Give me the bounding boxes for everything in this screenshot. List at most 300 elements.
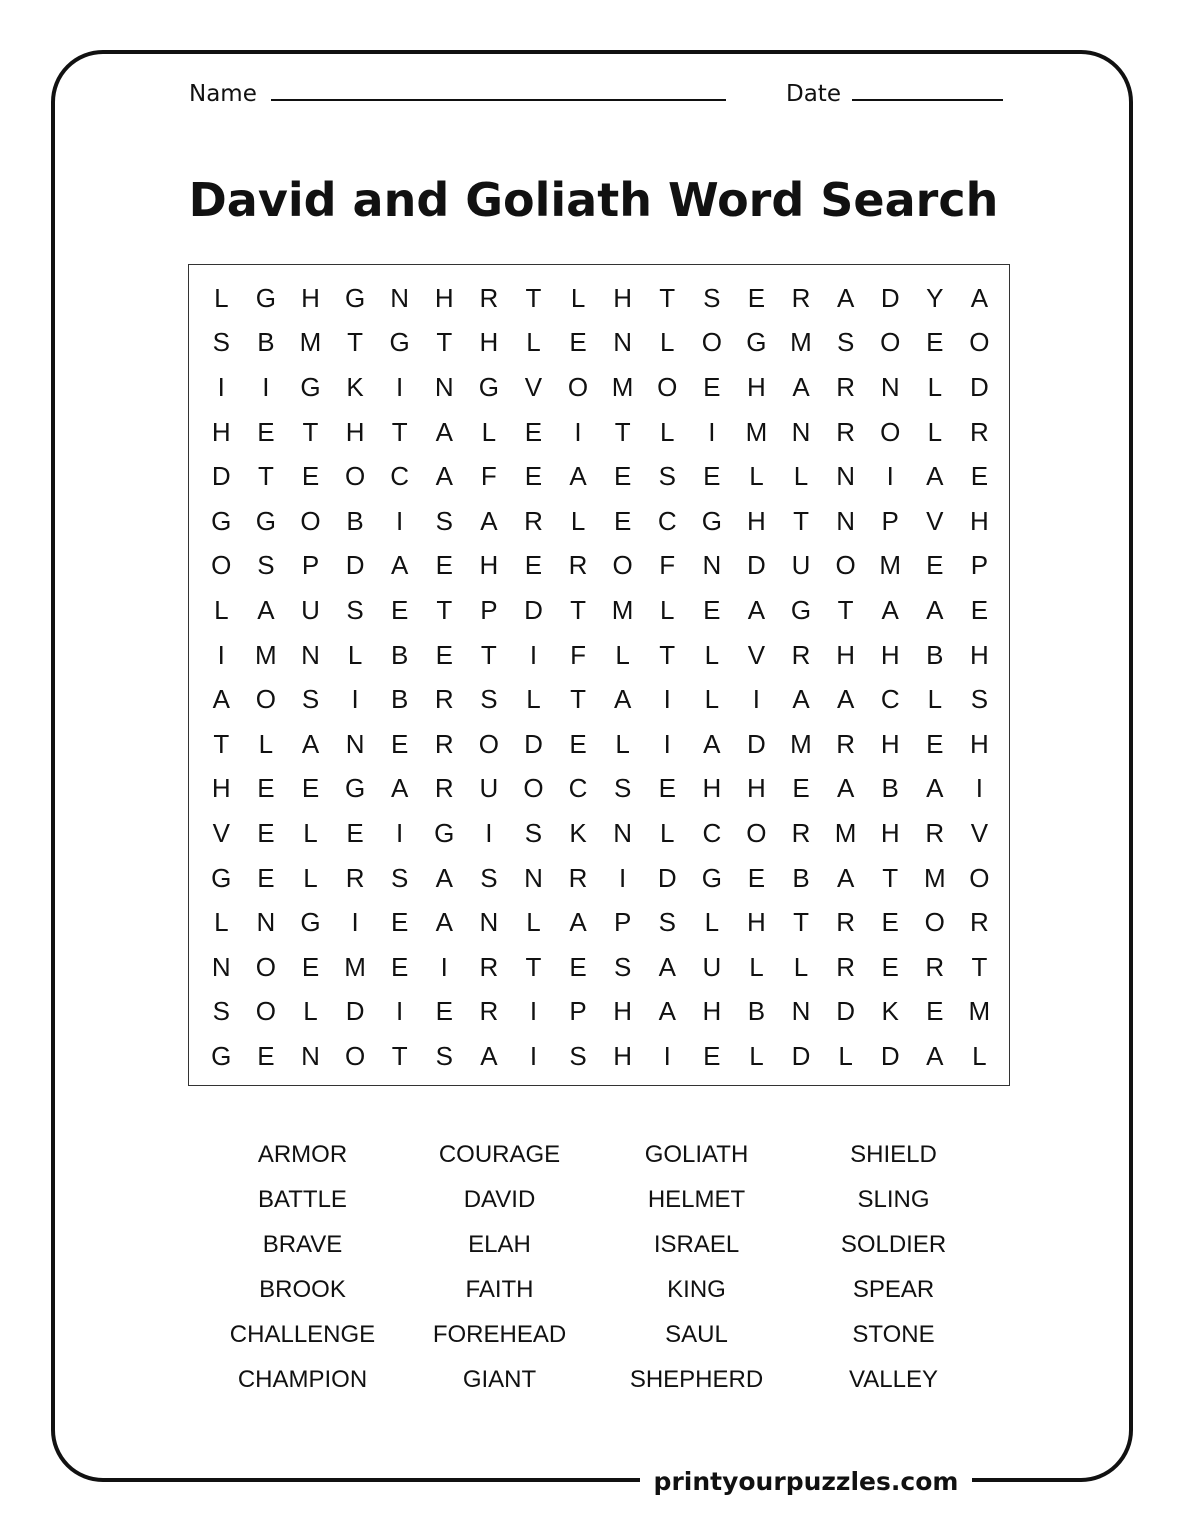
grid-letter[interactable]: K bbox=[881, 996, 899, 1027]
grid-letter[interactable]: N bbox=[345, 728, 365, 759]
grid-letter[interactable]: O bbox=[746, 817, 767, 848]
grid-letter[interactable]: L bbox=[303, 996, 318, 1027]
grid-letter[interactable]: H bbox=[747, 371, 766, 402]
grid-letter[interactable]: E bbox=[301, 951, 320, 982]
grid-letter[interactable]: N bbox=[434, 371, 454, 402]
grid-letter[interactable]: O bbox=[612, 550, 633, 581]
grid-letter[interactable]: T bbox=[257, 461, 274, 492]
grid-letter[interactable]: P bbox=[569, 996, 587, 1027]
grid-letter[interactable]: U bbox=[301, 594, 320, 625]
grid-letter[interactable]: H bbox=[702, 996, 722, 1027]
grid-letter[interactable]: E bbox=[569, 728, 587, 759]
grid-letter[interactable]: O bbox=[523, 773, 544, 804]
grid-letter[interactable]: N bbox=[836, 461, 855, 492]
grid-letter[interactable]: I bbox=[351, 684, 359, 715]
grid-letter[interactable]: P bbox=[480, 594, 498, 625]
grid-letter[interactable]: U bbox=[479, 773, 499, 804]
grid-letter[interactable]: E bbox=[301, 461, 320, 492]
grid-letter[interactable]: T bbox=[213, 728, 230, 759]
grid-letter[interactable]: T bbox=[391, 1040, 408, 1071]
grid-letter[interactable]: B bbox=[926, 639, 944, 670]
grid-letter[interactable]: A bbox=[836, 684, 855, 715]
grid-letter[interactable]: H bbox=[613, 996, 633, 1027]
grid-letter[interactable]: G bbox=[344, 773, 366, 804]
grid-letter[interactable]: P bbox=[970, 550, 989, 581]
grid-letter[interactable]: P bbox=[881, 505, 899, 536]
grid-letter[interactable]: E bbox=[926, 996, 944, 1027]
grid-letter[interactable]: L bbox=[214, 282, 229, 313]
grid-letter[interactable]: A bbox=[747, 594, 766, 625]
grid-letter[interactable]: R bbox=[836, 416, 855, 447]
grid-letter[interactable]: R bbox=[836, 371, 855, 402]
grid-letter[interactable]: A bbox=[926, 461, 944, 492]
grid-letter[interactable]: T bbox=[570, 684, 586, 715]
grid-letter[interactable]: E bbox=[926, 550, 944, 581]
grid-letter[interactable]: N bbox=[880, 371, 900, 402]
grid-letter[interactable]: O bbox=[924, 907, 945, 938]
grid-letter[interactable]: M bbox=[611, 371, 634, 402]
grid-letter[interactable]: S bbox=[480, 684, 498, 715]
grid-letter[interactable]: A bbox=[435, 416, 453, 447]
grid-letter[interactable]: C bbox=[880, 684, 900, 715]
grid-letter[interactable]: O bbox=[255, 684, 276, 715]
grid-letter[interactable]: E bbox=[524, 416, 543, 447]
grid-letter[interactable]: D bbox=[345, 996, 365, 1027]
grid-letter[interactable]: N bbox=[301, 639, 320, 670]
grid-letter[interactable]: E bbox=[391, 594, 409, 625]
grid-letter[interactable]: S bbox=[435, 505, 453, 536]
grid-letter[interactable]: L bbox=[615, 728, 630, 759]
grid-letter[interactable]: L bbox=[793, 461, 809, 492]
grid-letter[interactable]: T bbox=[614, 416, 631, 447]
grid-letter[interactable]: N bbox=[301, 1040, 320, 1071]
grid-letter[interactable]: E bbox=[524, 550, 543, 581]
grid-letter[interactable]: R bbox=[970, 907, 989, 938]
grid-letter[interactable]: H bbox=[702, 773, 722, 804]
grid-letter[interactable]: E bbox=[257, 416, 275, 447]
grid-letter[interactable]: I bbox=[396, 371, 404, 402]
grid-letter[interactable]: A bbox=[391, 550, 409, 581]
grid-letter[interactable]: B bbox=[792, 862, 810, 893]
grid-letter[interactable]: R bbox=[925, 951, 945, 982]
grid-letter[interactable]: R bbox=[568, 550, 588, 581]
grid-letter[interactable]: G bbox=[746, 327, 767, 358]
grid-letter[interactable]: E bbox=[257, 862, 275, 893]
grid-letter[interactable]: I bbox=[440, 951, 448, 982]
grid-letter[interactable]: B bbox=[391, 684, 409, 715]
grid-letter[interactable]: L bbox=[214, 594, 229, 625]
grid-letter[interactable]: E bbox=[747, 862, 766, 893]
grid-letter[interactable]: B bbox=[257, 327, 275, 358]
grid-letter[interactable]: D bbox=[970, 371, 989, 402]
grid-letter[interactable]: E bbox=[970, 461, 989, 492]
grid-letter[interactable]: G bbox=[389, 327, 410, 358]
grid-letter[interactable]: M bbox=[344, 951, 366, 982]
grid-letter[interactable]: H bbox=[880, 728, 900, 759]
grid-letter[interactable]: N bbox=[791, 416, 811, 447]
grid-letter[interactable]: D bbox=[747, 550, 766, 581]
grid-letter[interactable]: E bbox=[391, 728, 409, 759]
grid-letter[interactable]: I bbox=[663, 684, 671, 715]
grid-letter[interactable]: E bbox=[703, 594, 721, 625]
grid-letter[interactable]: S bbox=[658, 461, 676, 492]
grid-letter[interactable]: G bbox=[790, 594, 812, 625]
grid-letter[interactable]: I bbox=[886, 461, 894, 492]
grid-letter[interactable]: G bbox=[211, 1040, 232, 1071]
grid-letter[interactable]: E bbox=[257, 1040, 275, 1071]
grid-letter[interactable]: L bbox=[481, 416, 497, 447]
grid-letter[interactable]: D bbox=[791, 1040, 811, 1071]
grid-letter[interactable]: K bbox=[346, 371, 364, 402]
grid-letter[interactable]: L bbox=[793, 951, 809, 982]
grid-letter[interactable]: E bbox=[747, 282, 766, 313]
date-field[interactable] bbox=[852, 99, 1003, 101]
grid-letter[interactable]: C bbox=[702, 817, 722, 848]
grid-letter[interactable]: U bbox=[702, 951, 722, 982]
grid-letter[interactable]: T bbox=[793, 505, 809, 536]
grid-letter[interactable]: V bbox=[212, 817, 230, 848]
grid-letter[interactable]: A bbox=[881, 594, 899, 625]
grid-letter[interactable]: E bbox=[301, 773, 320, 804]
grid-letter[interactable]: A bbox=[480, 505, 498, 536]
grid-letter[interactable]: O bbox=[567, 371, 589, 402]
grid-letter[interactable]: O bbox=[835, 550, 856, 581]
grid-letter[interactable]: R bbox=[479, 951, 499, 982]
grid-letter[interactable]: L bbox=[258, 728, 274, 759]
grid-letter[interactable]: E bbox=[881, 907, 899, 938]
grid-letter[interactable]: O bbox=[657, 371, 678, 402]
grid-letter[interactable]: L bbox=[526, 684, 541, 715]
grid-letter[interactable]: C bbox=[657, 505, 677, 536]
grid-letter[interactable]: T bbox=[302, 416, 319, 447]
grid-letter[interactable]: B bbox=[881, 773, 899, 804]
grid-letter[interactable]: O bbox=[255, 996, 276, 1027]
grid-letter[interactable]: H bbox=[479, 327, 499, 358]
grid-letter[interactable]: O bbox=[969, 862, 990, 893]
grid-letter[interactable]: R bbox=[434, 773, 454, 804]
grid-letter[interactable]: H bbox=[301, 282, 320, 313]
grid-letter[interactable]: I bbox=[529, 996, 538, 1027]
grid-letter[interactable]: E bbox=[569, 327, 587, 358]
grid-letter[interactable]: H bbox=[345, 416, 365, 447]
grid-letter[interactable]: S bbox=[613, 951, 632, 982]
grid-letter[interactable]: V bbox=[524, 371, 543, 402]
grid-letter[interactable]: L bbox=[704, 684, 720, 715]
grid-letter[interactable]: C bbox=[390, 461, 410, 492]
grid-letter[interactable]: L bbox=[660, 327, 675, 358]
grid-letter[interactable]: E bbox=[926, 728, 944, 759]
grid-letter[interactable]: S bbox=[212, 327, 230, 358]
grid-letter[interactable]: H bbox=[836, 639, 855, 670]
grid-letter[interactable]: T bbox=[570, 594, 586, 625]
grid-letter[interactable]: T bbox=[347, 327, 364, 358]
grid-letter[interactable]: F bbox=[570, 639, 586, 670]
grid-letter[interactable]: I bbox=[975, 773, 983, 804]
grid-letter[interactable]: L bbox=[749, 951, 764, 982]
grid-letter[interactable]: L bbox=[615, 639, 630, 670]
grid-letter[interactable]: G bbox=[300, 371, 321, 402]
grid-letter[interactable]: T bbox=[837, 594, 854, 625]
grid-letter[interactable]: L bbox=[927, 416, 943, 447]
grid-letter[interactable]: I bbox=[262, 371, 270, 402]
grid-letter[interactable]: L bbox=[927, 371, 943, 402]
grid-letter[interactable]: N bbox=[211, 951, 231, 982]
grid-letter[interactable]: D bbox=[747, 728, 766, 759]
grid-letter[interactable]: N bbox=[390, 282, 410, 313]
grid-letter[interactable]: R bbox=[791, 639, 811, 670]
grid-letter[interactable]: H bbox=[970, 728, 989, 759]
grid-letter[interactable]: M bbox=[611, 594, 634, 625]
grid-letter[interactable]: E bbox=[435, 996, 453, 1027]
grid-letter[interactable]: T bbox=[525, 282, 542, 313]
grid-letter[interactable]: H bbox=[211, 416, 231, 447]
grid-letter[interactable]: E bbox=[926, 327, 944, 358]
grid-letter[interactable]: T bbox=[391, 416, 408, 447]
grid-letter[interactable]: M bbox=[255, 639, 277, 670]
grid-letter[interactable]: S bbox=[569, 1040, 587, 1071]
grid-letter[interactable]: G bbox=[478, 371, 499, 402]
grid-letter[interactable]: L bbox=[660, 416, 675, 447]
grid-letter[interactable]: V bbox=[747, 639, 766, 670]
grid-letter[interactable]: L bbox=[570, 505, 586, 536]
grid-letter[interactable]: V bbox=[970, 817, 989, 848]
grid-letter[interactable]: L bbox=[704, 639, 720, 670]
grid-letter[interactable]: A bbox=[613, 684, 632, 715]
grid-letter[interactable]: I bbox=[217, 371, 225, 402]
grid-letter[interactable]: T bbox=[882, 862, 899, 893]
grid-letter[interactable]: M bbox=[879, 550, 902, 581]
grid-letter[interactable]: L bbox=[526, 907, 541, 938]
grid-letter[interactable]: L bbox=[526, 327, 541, 358]
grid-letter[interactable]: E bbox=[881, 951, 899, 982]
grid-letter[interactable]: F bbox=[480, 461, 497, 492]
grid-letter[interactable]: R bbox=[524, 505, 543, 536]
grid-letter[interactable]: H bbox=[747, 505, 766, 536]
grid-letter[interactable]: H bbox=[747, 773, 766, 804]
grid-letter[interactable]: S bbox=[480, 862, 498, 893]
grid-letter[interactable]: G bbox=[701, 862, 722, 893]
grid-letter[interactable]: B bbox=[747, 996, 766, 1027]
grid-letter[interactable]: D bbox=[657, 862, 677, 893]
grid-letter[interactable]: O bbox=[300, 505, 321, 536]
grid-letter[interactable]: I bbox=[752, 684, 761, 715]
grid-letter[interactable]: O bbox=[344, 461, 366, 492]
grid-letter[interactable]: D bbox=[345, 550, 365, 581]
grid-letter[interactable]: N bbox=[791, 996, 811, 1027]
grid-letter[interactable]: E bbox=[658, 773, 676, 804]
grid-letter[interactable]: L bbox=[303, 862, 318, 893]
grid-letter[interactable]: A bbox=[926, 1040, 944, 1071]
grid-letter[interactable]: G bbox=[211, 505, 232, 536]
grid-letter[interactable]: C bbox=[568, 773, 588, 804]
grid-letter[interactable]: S bbox=[435, 1040, 453, 1071]
grid-letter[interactable]: A bbox=[391, 773, 409, 804]
grid-letter[interactable]: O bbox=[880, 416, 901, 447]
grid-letter[interactable]: A bbox=[435, 461, 453, 492]
grid-letter[interactable]: G bbox=[255, 282, 276, 313]
grid-letter[interactable]: S bbox=[301, 684, 320, 715]
grid-letter[interactable]: H bbox=[880, 639, 900, 670]
grid-letter[interactable]: T bbox=[525, 951, 542, 982]
grid-letter[interactable]: T bbox=[793, 907, 809, 938]
grid-letter[interactable]: N bbox=[836, 505, 855, 536]
grid-letter[interactable]: G bbox=[255, 505, 276, 536]
grid-letter[interactable]: E bbox=[703, 461, 721, 492]
grid-letter[interactable]: S bbox=[524, 817, 543, 848]
grid-letter[interactable]: E bbox=[970, 594, 989, 625]
grid-letter[interactable]: A bbox=[212, 684, 230, 715]
grid-letter[interactable]: M bbox=[790, 728, 812, 759]
grid-letter[interactable]: T bbox=[971, 951, 988, 982]
grid-letter[interactable]: A bbox=[301, 728, 320, 759]
grid-letter[interactable]: A bbox=[926, 594, 944, 625]
grid-letter[interactable]: P bbox=[613, 907, 632, 938]
grid-letter[interactable]: S bbox=[391, 862, 409, 893]
grid-letter[interactable]: E bbox=[792, 773, 810, 804]
grid-letter[interactable]: G bbox=[344, 282, 366, 313]
grid-letter[interactable]: R bbox=[479, 996, 499, 1027]
grid-letter[interactable]: E bbox=[391, 951, 409, 982]
grid-letter[interactable]: I bbox=[485, 817, 493, 848]
grid-letter[interactable]: L bbox=[927, 684, 943, 715]
grid-letter[interactable]: L bbox=[570, 282, 586, 313]
grid-letter[interactable]: O bbox=[255, 951, 276, 982]
grid-letter[interactable]: O bbox=[211, 550, 232, 581]
grid-letter[interactable]: S bbox=[257, 550, 275, 581]
grid-letter[interactable]: R bbox=[836, 907, 855, 938]
grid-letter[interactable]: D bbox=[524, 728, 543, 759]
grid-letter[interactable]: T bbox=[659, 282, 676, 313]
grid-letter[interactable]: A bbox=[792, 371, 810, 402]
grid-letter[interactable]: A bbox=[569, 907, 587, 938]
grid-letter[interactable]: N bbox=[613, 327, 633, 358]
grid-letter[interactable]: H bbox=[434, 282, 454, 313]
grid-letter[interactable]: E bbox=[569, 951, 587, 982]
grid-letter[interactable]: H bbox=[613, 282, 633, 313]
grid-letter[interactable]: L bbox=[214, 907, 229, 938]
grid-letter[interactable]: M bbox=[834, 817, 857, 848]
grid-letter[interactable]: U bbox=[791, 550, 811, 581]
grid-letter[interactable]: A bbox=[435, 862, 453, 893]
grid-letter[interactable]: N bbox=[524, 862, 543, 893]
name-field[interactable] bbox=[271, 99, 726, 101]
grid-letter[interactable]: A bbox=[569, 461, 587, 492]
grid-letter[interactable]: E bbox=[435, 639, 453, 670]
grid-letter[interactable]: S bbox=[613, 773, 632, 804]
grid-letter[interactable]: L bbox=[972, 1040, 987, 1071]
grid-letter[interactable]: R bbox=[568, 862, 588, 893]
grid-letter[interactable]: G bbox=[211, 862, 232, 893]
grid-letter[interactable]: D bbox=[211, 461, 231, 492]
grid-letter[interactable]: O bbox=[969, 327, 990, 358]
grid-letter[interactable]: I bbox=[396, 996, 404, 1027]
grid-letter[interactable]: S bbox=[346, 594, 364, 625]
grid-letter[interactable]: I bbox=[574, 416, 582, 447]
grid-letter[interactable]: M bbox=[299, 327, 322, 358]
grid-letter[interactable]: S bbox=[836, 327, 855, 358]
grid-letter[interactable]: T bbox=[436, 594, 453, 625]
grid-letter[interactable]: A bbox=[435, 907, 453, 938]
grid-letter[interactable]: L bbox=[838, 1040, 853, 1071]
grid-letter[interactable]: R bbox=[925, 817, 945, 848]
grid-letter[interactable]: N bbox=[613, 817, 633, 848]
grid-letter[interactable]: A bbox=[926, 773, 944, 804]
grid-letter[interactable]: L bbox=[347, 639, 363, 670]
grid-letter[interactable]: N bbox=[479, 907, 499, 938]
grid-letter[interactable]: T bbox=[659, 639, 676, 670]
grid-letter[interactable]: R bbox=[791, 282, 811, 313]
grid-letter[interactable]: R bbox=[836, 951, 855, 982]
grid-letter[interactable]: H bbox=[613, 1040, 633, 1071]
grid-letter[interactable]: M bbox=[923, 862, 946, 893]
grid-letter[interactable]: D bbox=[524, 594, 543, 625]
grid-letter[interactable]: T bbox=[480, 639, 497, 670]
grid-letter[interactable]: E bbox=[257, 817, 275, 848]
grid-letter[interactable]: G bbox=[300, 907, 321, 938]
grid-letter[interactable]: H bbox=[970, 505, 989, 536]
grid-letter[interactable]: H bbox=[970, 639, 989, 670]
grid-letter[interactable]: I bbox=[619, 862, 627, 893]
grid-letter[interactable]: I bbox=[529, 639, 538, 670]
grid-letter[interactable]: A bbox=[836, 773, 855, 804]
grid-letter[interactable]: R bbox=[970, 416, 989, 447]
grid-letter[interactable]: I bbox=[663, 728, 671, 759]
grid-letter[interactable]: H bbox=[211, 773, 231, 804]
grid-letter[interactable]: L bbox=[749, 461, 764, 492]
grid-letter[interactable]: A bbox=[480, 1040, 498, 1071]
grid-letter[interactable]: P bbox=[301, 550, 320, 581]
grid-letter[interactable]: I bbox=[529, 1040, 538, 1071]
grid-letter[interactable]: E bbox=[703, 1040, 721, 1071]
grid-letter[interactable]: R bbox=[836, 728, 855, 759]
grid-letter[interactable]: A bbox=[257, 594, 275, 625]
grid-letter[interactable]: A bbox=[792, 684, 810, 715]
grid-letter[interactable]: O bbox=[880, 327, 901, 358]
grid-letter[interactable]: H bbox=[479, 550, 499, 581]
grid-letter[interactable]: E bbox=[346, 817, 364, 848]
grid-letter[interactable]: E bbox=[613, 505, 632, 536]
grid-letter[interactable]: S bbox=[970, 684, 989, 715]
grid-letter[interactable]: L bbox=[303, 817, 318, 848]
grid-letter[interactable]: A bbox=[658, 996, 676, 1027]
grid-letter[interactable]: A bbox=[703, 728, 721, 759]
grid-letter[interactable]: O bbox=[701, 327, 722, 358]
grid-letter[interactable]: B bbox=[391, 639, 409, 670]
grid-letter[interactable]: N bbox=[256, 907, 276, 938]
grid-letter[interactable]: E bbox=[435, 550, 453, 581]
grid-letter[interactable]: E bbox=[703, 371, 721, 402]
grid-letter[interactable]: I bbox=[708, 416, 716, 447]
grid-letter[interactable]: D bbox=[880, 1040, 900, 1071]
grid-letter[interactable]: R bbox=[479, 282, 499, 313]
grid-letter[interactable]: I bbox=[351, 907, 359, 938]
grid-letter[interactable]: D bbox=[836, 996, 855, 1027]
grid-letter[interactable]: E bbox=[613, 461, 632, 492]
grid-letter[interactable]: T bbox=[436, 327, 453, 358]
grid-letter[interactable]: N bbox=[702, 550, 722, 581]
grid-letter[interactable]: L bbox=[749, 1040, 764, 1071]
grid-letter[interactable]: L bbox=[660, 594, 675, 625]
grid-letter[interactable]: L bbox=[704, 907, 720, 938]
grid-letter[interactable]: H bbox=[747, 907, 766, 938]
grid-letter[interactable]: E bbox=[524, 461, 543, 492]
grid-letter[interactable]: I bbox=[663, 1040, 671, 1071]
grid-letter[interactable]: S bbox=[658, 907, 676, 938]
grid-letter[interactable]: Y bbox=[926, 282, 944, 313]
grid-letter[interactable]: A bbox=[836, 862, 855, 893]
grid-letter[interactable]: A bbox=[970, 282, 989, 313]
grid-letter[interactable]: R bbox=[345, 862, 365, 893]
